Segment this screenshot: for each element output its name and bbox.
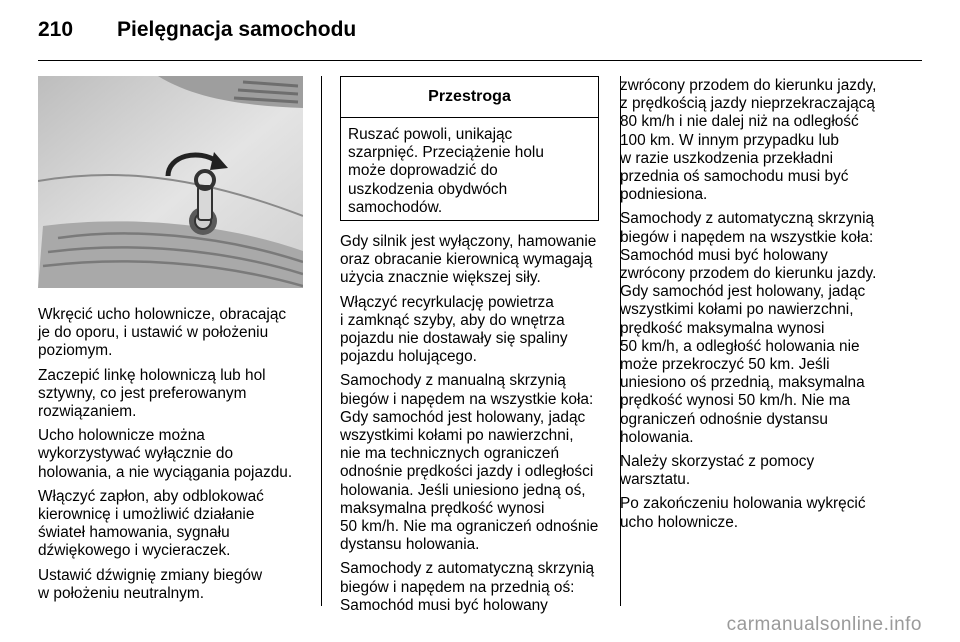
paragraph: Samochody z manualną skrzynią biegów i napędem na wszystkie koła: Gdy samochód jest holowany, jadąc wszystkimi kołami po nawierzchni, nie ma technicznych ograniczeń odnośnie prędkości jazdy i odległości holowania. Jeśli uniesiono jedną oś, maksymalna prędkość wynosi 50 km/h. Nie ma ograniczeń odnośnie dystansu holowania. (340, 372, 599, 554)
paragraph: Wkręcić ucho holownicze, obracając je do oporu, i ustawić w położeniu poziomym. (38, 306, 287, 360)
page-header (38, 14, 922, 56)
page-number: 210 (38, 18, 74, 41)
paragraph: zwrócony przodem do kierunku jazdy, z prędkością jazdy nieprzekraczającą 80 km/h i nie dalej niż na odległość 100 km. W innym przypadku lub w razie uszkodzenia przekładni przednia oś samochodu musi być podniesiona. (620, 77, 877, 204)
paragraph: Ustawić dźwignię zmiany biegów w położeniu neutralnym. (38, 566, 263, 602)
paragraph: Gdy silnik jest wyłączony, hamowanie oraz obracanie kierownicą wymagają użycia znacznie większej siły. (340, 233, 597, 287)
caution-text: Ruszać powoli, unikając szarpnięć. Przeciążenie holu może doprowadzić do uszkodzenia obydwóch samochodów. (348, 126, 544, 216)
caution-box (340, 76, 599, 221)
column-3-text (620, 77, 910, 538)
paragraph: Włączyć recyrkulację powietrza i zamknąć szyby, aby do wnętrza pojazdu nie dostawały się spaliny pojazdu holującego. (340, 293, 568, 366)
paragraph: Włączyć zapłon, aby odblokować kierownicę i umożliwić działanie świateł hamowania, sygnału dźwiękowego i wycieraczek. (38, 487, 264, 560)
column-1-text (38, 306, 306, 609)
paragraph: Samochody z automatyczną skrzynią biegów i napędem na wszystkie koła: Samochód musi być holowany zwrócony przodem do kierunku jazdy. Gdy samochód jest holowany, jadąc wszystkimi kołami po nawierzchni, prędkość maksymalna wynosi 50 km/h, a odległość holowania nie może przekroczyć 50 km. Jeśli uniesiono oś przednią, maksymalna prędkość wynosi 50 km/h. Nie ma ograniczeń odnośnie dystansu holowania. (620, 210, 877, 446)
tow-eye-illustration (38, 76, 303, 288)
column-2-text (340, 233, 605, 621)
column-divider-1 (321, 76, 322, 606)
paragraph: Należy skorzystać z pomocy warsztatu. (620, 453, 815, 489)
caution-title: Przestroga (341, 77, 598, 118)
watermark: carmanualsonline.info (726, 614, 922, 635)
paragraph: Zaczepić linkę holowniczą lub hol sztywny, co jest preferowanym rozwiązaniem. (38, 366, 266, 421)
paragraph: Po zakończeniu holowania wykręcić ucho holownicze. (620, 495, 866, 531)
paragraph: Ucho holownicze można wykorzystywać wyłącznie do holowania, a nie wyciągania pojazdu. (38, 427, 293, 481)
page-title: Pielęgnacja samochodu (117, 18, 357, 41)
header-rule (38, 60, 922, 61)
paragraph: Samochody z automatyczną skrzynią biegów i napędem na przednią oś: Samochód musi być holowany (340, 560, 595, 614)
